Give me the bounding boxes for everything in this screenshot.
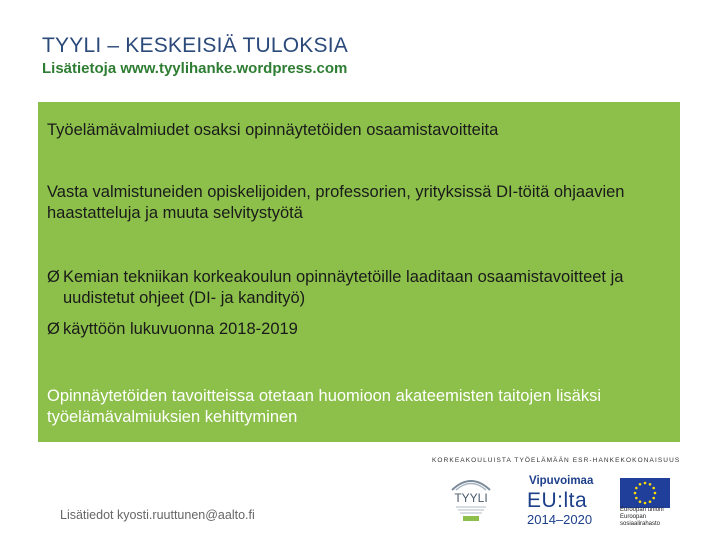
slide-subtitle-link[interactable]: Lisätietoja www.tyylihanke.wordpress.com bbox=[42, 60, 348, 77]
content-outro: Opinnäytetöiden tavoitteissa otetaan huomioon akateemisten taitojen lisäksi työelämävalmiuksien kehittyminen bbox=[47, 387, 602, 426]
vipuvoimaa-years: 2014–2020 bbox=[527, 512, 593, 527]
project-banner: KORKEAKOULUISTA TYÖELÄMÄÄN ESR-HANKEKOKONAISUUS bbox=[432, 457, 681, 464]
vipuvoimaa-logo bbox=[527, 472, 609, 527]
content-panel bbox=[38, 102, 680, 442]
content-intro: Vasta valmistuneiden opiskelijoiden, professorien, yrityksissä DI-töitä ohjaavien haastatteluja ja muuta selvitystyötä bbox=[47, 183, 625, 222]
vipuvoimaa-label: Vipuvoimaa bbox=[529, 475, 594, 487]
bullet-text: käyttöön lukuvuonna 2018-2019 bbox=[63, 320, 298, 338]
arrow-bullet-icon: Ø bbox=[47, 268, 60, 286]
footer-contact: Lisätiedot kyosti.ruuttunen@aalto.fi bbox=[60, 508, 255, 522]
content-heading: Työelämävalmiudet osaksi opinnäytetöiden osaamistavoitteita bbox=[47, 121, 499, 139]
bullet-item bbox=[47, 267, 666, 309]
vipuvoimaa-eu-label: EU:lta bbox=[527, 489, 588, 512]
bullet-item bbox=[47, 319, 666, 340]
eu-caption: Euroopan unioni Euroopan sosiaalirahasto bbox=[620, 507, 664, 527]
slide-title: TYYLI – KESKEISIÄ TULOKSIA bbox=[42, 34, 348, 57]
bullet-text: Kemian tekniikan korkeakoulun opinnäytetöille laaditaan osaamistavoitteet ja uudistetut ohjeet (DI- ja kandityö) bbox=[63, 268, 624, 307]
arrow-bullet-icon: Ø bbox=[47, 320, 60, 338]
tyyli-logo-text: TYYLI bbox=[454, 491, 488, 505]
tyyli-logo bbox=[448, 472, 494, 529]
